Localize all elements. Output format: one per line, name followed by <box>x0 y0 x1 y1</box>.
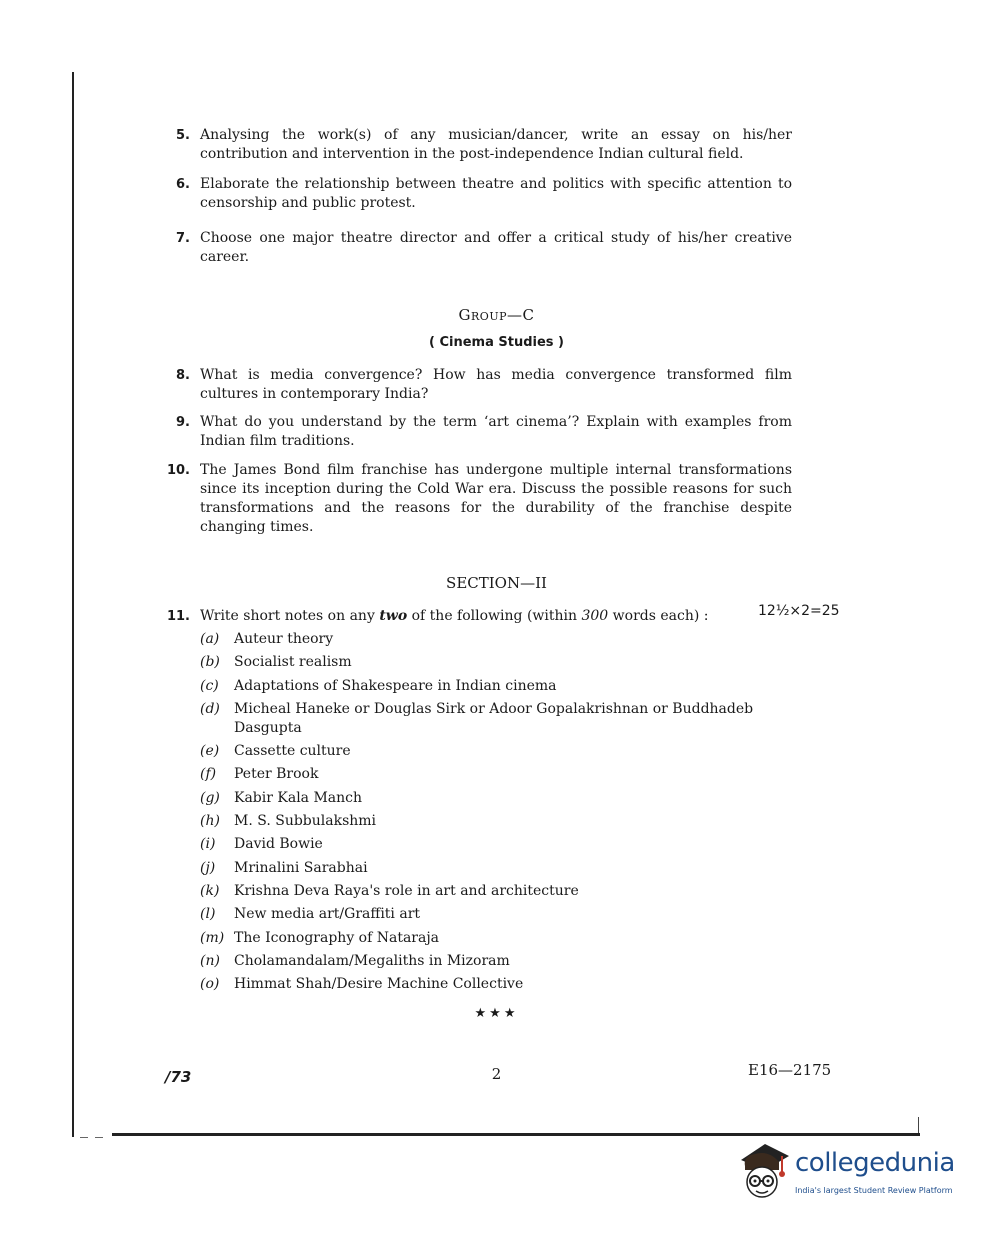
option-text: Cholamandalam/Megaliths in Mizoram <box>234 952 510 969</box>
option-item <box>200 952 800 971</box>
question-6 <box>160 175 792 213</box>
option-label: (e) <box>200 743 220 760</box>
scan-dash <box>95 1137 103 1138</box>
question-number: 7. <box>176 231 190 246</box>
option-item <box>200 765 800 784</box>
q11-text-pre: Write short notes on any <box>200 608 380 624</box>
option-item <box>200 975 800 994</box>
question-text: What do you understand by the term ‘art cinema’? Explain with examples from Indian film traditions. <box>200 414 792 449</box>
left-margin-rule <box>72 72 74 1137</box>
option-text: Cassette culture <box>234 743 351 760</box>
option-label: (c) <box>200 677 219 694</box>
q11-word-limit: 300 <box>581 608 609 624</box>
option-text: Himmat Shah/Desire Machine Collective <box>234 976 524 993</box>
option-text: M. S. Subbulakshmi <box>234 813 377 830</box>
question-11 <box>160 607 750 626</box>
option-label: (j) <box>200 859 216 876</box>
option-label: (d) <box>200 700 220 717</box>
question-7 <box>160 229 792 267</box>
option-text: Auteur theory <box>234 631 334 647</box>
option-text: Mrinalini Sarabhai <box>234 859 368 876</box>
question-number: 8. <box>176 368 190 383</box>
question-text: The James Bond film franchise has undergone multiple internal transformations since its inception during the Cold War era. Discuss the possible reasons for such transformations and the reasons for the durability of the franchise despite changing times. <box>200 462 792 535</box>
option-label: (f) <box>200 766 217 783</box>
option-label: (i) <box>200 836 216 853</box>
option-item <box>200 882 800 901</box>
option-label: (h) <box>200 813 220 830</box>
option-label: (g) <box>200 789 220 806</box>
q11-emphasis: two <box>379 608 408 624</box>
option-item <box>200 905 800 924</box>
option-text: Peter Brook <box>234 766 319 783</box>
bottom-rule <box>112 1133 920 1136</box>
option-text: The Iconography of Nataraja <box>234 929 440 946</box>
q11-text-mid: of the following (within <box>407 608 582 624</box>
question-number: 5. <box>176 128 190 143</box>
question-8 <box>160 366 792 404</box>
option-label: (a) <box>200 631 220 647</box>
question-text <box>200 607 750 626</box>
question-text: Elaborate the relationship between theatre and politics with specific attention to censorship and public protest. <box>200 176 792 211</box>
question-number: 11. <box>166 609 190 624</box>
q11-text-post: words each) : <box>608 608 709 624</box>
group-subtitle: ( Cinema Studies ) <box>429 335 564 350</box>
option-item <box>200 630 800 649</box>
option-item <box>200 929 800 948</box>
options-list <box>200 630 800 998</box>
group-title: Group—C <box>458 306 535 324</box>
footer-exam-code: E16—2175 <box>748 1061 832 1079</box>
option-text: Krishna Deva Raya's role in art and architecture <box>234 882 579 899</box>
option-text: Kabir Kala Manch <box>234 789 363 806</box>
option-item <box>200 653 800 672</box>
option-item <box>200 835 800 854</box>
section-title: SECTION—II <box>446 574 547 592</box>
page-number: 2 <box>491 1065 502 1083</box>
option-text: David Bowie <box>234 836 323 853</box>
question-number: 6. <box>176 177 190 192</box>
option-text: New media art/Graffiti art <box>234 906 421 923</box>
logo-tagline: India's largest Student Review Platform <box>795 1186 953 1195</box>
question-number: 10. <box>166 463 190 478</box>
option-text: Micheal Haneke or Douglas Sirk or Adoor Gopalakrishnan or Buddhadeb Dasgupta <box>234 700 754 736</box>
right-tick-mark <box>918 1117 919 1133</box>
option-text: Adaptations of Shakespeare in Indian cinema <box>234 677 557 694</box>
option-label: (b) <box>200 654 220 671</box>
collegedunia-logo <box>735 1140 965 1210</box>
footer-paper-code: /73 <box>165 1068 192 1086</box>
option-item <box>200 859 800 878</box>
question-5 <box>160 126 792 164</box>
question-text: Choose one major theatre director and offer a critical study of his/her creative career. <box>200 230 792 265</box>
question-number: 9. <box>176 415 190 430</box>
option-label: (o) <box>200 976 220 993</box>
marks-allocation: 12½×2=25 <box>758 603 840 619</box>
option-text: Socialist realism <box>234 654 352 671</box>
scan-dash <box>80 1137 88 1138</box>
question-10 <box>160 461 792 537</box>
question-text: What is media convergence? How has media convergence transformed film cultures in contemporary India? <box>200 367 792 402</box>
option-item <box>200 677 800 696</box>
student-mascot-icon <box>735 1140 793 1204</box>
option-item <box>200 700 800 738</box>
logo-wordmark: collegedunia <box>795 1148 955 1178</box>
option-label: (l) <box>200 906 216 923</box>
option-label: (k) <box>200 882 220 899</box>
option-label: (n) <box>200 952 220 969</box>
option-item <box>200 812 800 831</box>
question-text: Analysing the work(s) of any musician/dancer, write an essay on his/her contribution and intervention in the post-independence Indian cultural field. <box>200 127 792 162</box>
question-9 <box>160 413 792 451</box>
option-item <box>200 742 800 761</box>
end-stars: ★★★ <box>474 1006 519 1021</box>
option-item <box>200 789 800 808</box>
option-label: (m) <box>200 929 225 946</box>
